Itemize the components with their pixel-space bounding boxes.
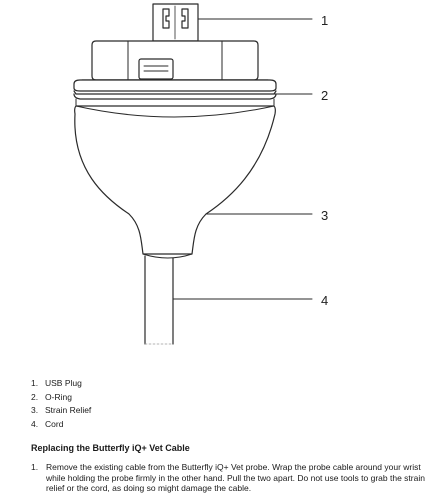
parts-list-item bbox=[31, 391, 91, 405]
callout-number-1: 1 bbox=[321, 13, 329, 28]
parts-list-number: 1. bbox=[31, 378, 39, 388]
parts-list-number: 3. bbox=[31, 405, 39, 416]
strain-relief bbox=[75, 106, 276, 254]
instruction-step bbox=[31, 462, 431, 494]
section-title: Replacing the Butterfly iQ+ Vet Cable bbox=[31, 443, 190, 453]
callout-number-3: 3 bbox=[321, 208, 329, 223]
usb-plug-housing bbox=[82, 41, 268, 80]
usb-plug-tip bbox=[153, 4, 198, 41]
o-ring bbox=[74, 80, 276, 106]
parts-list bbox=[31, 377, 91, 431]
parts-list-label: USB Plug bbox=[45, 378, 82, 388]
parts-list-label: O-Ring bbox=[45, 391, 72, 402]
parts-list-label: Strain Relief bbox=[45, 405, 92, 416]
callout-number-2: 2 bbox=[321, 88, 329, 103]
parts-list-item bbox=[31, 377, 91, 391]
step-number: 1. bbox=[31, 462, 39, 472]
parts-list-label: Cord bbox=[45, 418, 64, 429]
instruction-steps bbox=[31, 462, 431, 494]
parts-list-number: 4. bbox=[31, 418, 39, 429]
parts-list-item bbox=[31, 418, 91, 432]
callout-number-4: 4 bbox=[321, 293, 329, 308]
parts-list-number: 2. bbox=[31, 391, 39, 402]
step-text: Remove the existing cable from the Butterfly iQ+ Vet probe. Wrap the probe cable around your wrist while holding the probe firmly in the other hand. Pull the two apart. Do not use tools to grab the strain relief or the cord, as doing so might damage the cable. bbox=[46, 462, 425, 493]
parts-list-item bbox=[31, 404, 91, 418]
